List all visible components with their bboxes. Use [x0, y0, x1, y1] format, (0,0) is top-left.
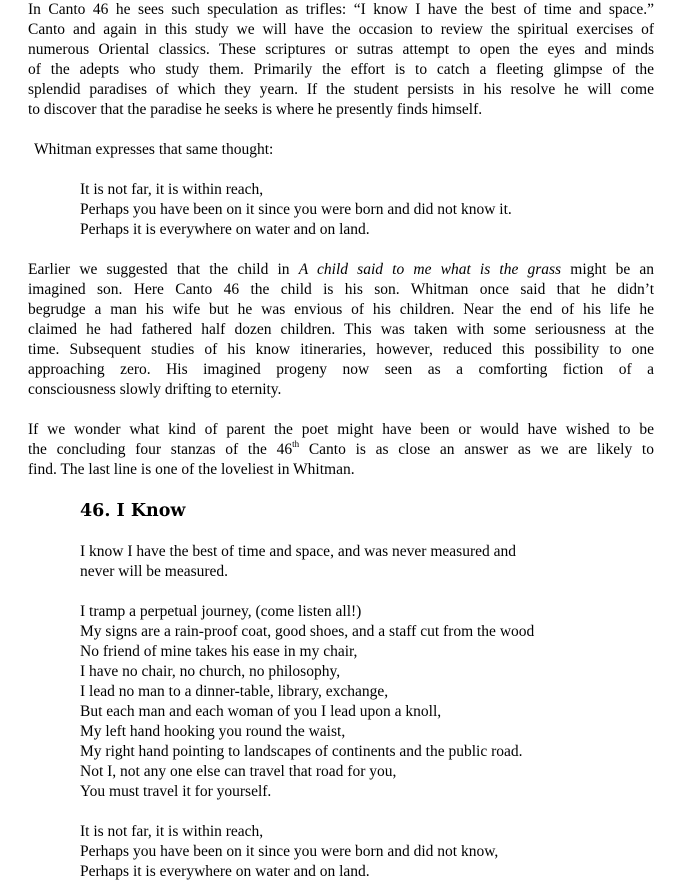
text-line: consciousness slowly drifting to eternity. — [28, 381, 282, 398]
paragraph-child-son — [28, 260, 654, 400]
text-fragment: might be an — [561, 261, 655, 278]
verse-line: Perhaps it is everywhere on water and on land. — [80, 221, 370, 238]
verse-line: Not I, not any one else can travel that road for you, — [80, 763, 397, 780]
verse-line: It is not far, it is within reach, — [80, 823, 264, 840]
verse-line: My left hand hooking you round the waist, — [80, 723, 346, 740]
verse-line: Perhaps it is everywhere on water and on land. — [80, 863, 370, 880]
text-fragment: Canto is as close an answer as we are likely to — [299, 441, 654, 458]
verse-line: It is not far, it is within reach, — [80, 181, 264, 198]
text-line: begrudge a man his wife but he was envious of his children. Near the end of his life he — [28, 301, 654, 318]
text-line: imagined son. Here Canto 46 the child is his son. Whitman once said that he didn’t — [28, 281, 654, 298]
text-line — [28, 260, 654, 280]
section-heading: 46. I Know — [80, 501, 186, 521]
verse-quote-1 — [80, 180, 512, 240]
verse-line: But each man and each woman of you I lead upon a knoll, — [80, 703, 442, 720]
poem-title-italic: A child said to me what is the grass — [298, 261, 562, 278]
text-line: approaching zero. His imagined progeny now seen as a comforting fiction of a — [28, 361, 654, 378]
text-fragment: the concluding four stanzas of the 46 — [28, 441, 293, 458]
text-line: to discover that the paradise he seeks is where he presently finds himself. — [28, 101, 483, 118]
verse-line: Perhaps you have been on it since you were born and did not know it. — [80, 201, 512, 218]
text-line: Canto and again in this study we will have the occasion to review the spiritual exercises of — [28, 21, 654, 38]
poem-stanza-1 — [80, 542, 516, 582]
text-line: In Canto 46 he sees such speculation as trifles: “I know I have the best of time and space.” — [28, 1, 654, 18]
verse-line: You must travel it for yourself. — [80, 783, 272, 800]
ordinal-superscript: th — [292, 439, 300, 449]
text-line: time. Subsequent studies of his know itineraries, however, reduced this possibility to one — [28, 341, 654, 358]
verse-line: I know I have the best of time and space, and was never measured and — [80, 543, 516, 560]
text-line: splendid paradises of which they yearn. If the student persists in his resolve he will come — [28, 81, 654, 98]
text-line: If we wonder what kind of parent the poet might have been or would have wished to be — [28, 421, 654, 438]
verse-line: Perhaps you have been on it since you were born and did not know, — [80, 843, 499, 860]
verse-line: never will be measured. — [80, 563, 229, 580]
poem-stanza-2 — [80, 602, 534, 802]
text-line: claimed he had fathered half dozen children. This was taken with some seriousness at the — [28, 321, 654, 338]
poem-stanza-3 — [80, 822, 498, 882]
text-line: numerous Oriental classics. These scriptures or sutras attempt to open the eyes and minds — [28, 41, 654, 58]
verse-line: I have no chair, no church, no philosophy, — [80, 663, 341, 680]
verse-line: My signs are a rain-proof coat, good shoes, and a staff cut from the wood — [80, 623, 535, 640]
text-line: of the adepts who study them. Primarily the effort is to catch a fleeting glimpse of the — [28, 61, 654, 78]
paragraph-canto-46-intro — [28, 0, 654, 120]
paragraph-parent-poet — [28, 420, 654, 480]
verse-line: I lead no man to a dinner-table, library, exchange, — [80, 683, 389, 700]
verse-line: No friend of mine takes his ease in my chair, — [80, 643, 358, 660]
text-line — [28, 440, 654, 460]
verse-line: I tramp a perpetual journey, (come listen all!) — [80, 603, 362, 620]
text-line: find. The last line is one of the loveliest in Whitman. — [28, 461, 355, 478]
verse-line: My right hand pointing to landscapes of continents and the public road. — [80, 743, 523, 760]
intro-sentence: Whitman expresses that same thought: — [34, 141, 274, 158]
text-fragment: Earlier we suggested that the child in — [28, 261, 299, 278]
